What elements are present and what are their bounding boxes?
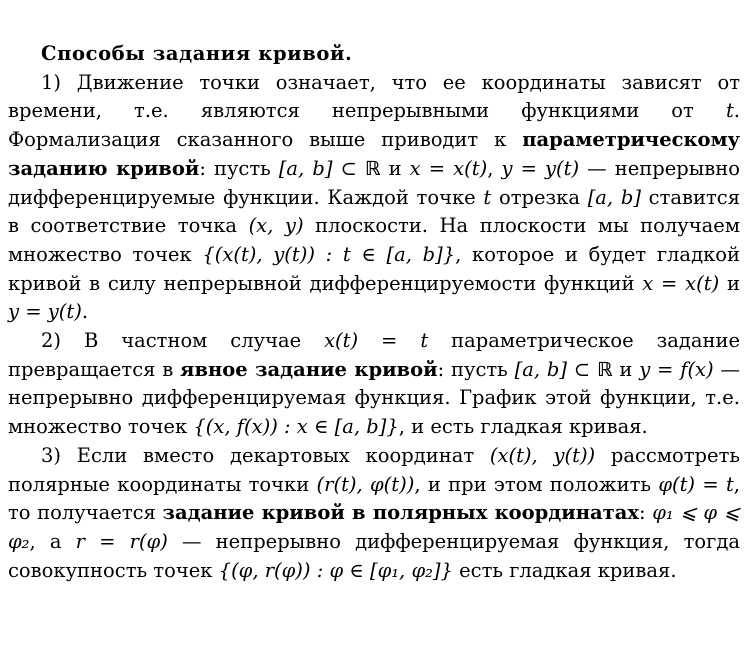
document-page	[8, 40, 740, 585]
math-inline: {(x(t), y(t)) : t ∈ [a, b]}	[202, 242, 456, 266]
text-span: рассмотреть полярные координаты точки	[8, 443, 740, 496]
math-inline: (x, y)	[248, 214, 304, 238]
text-span: — непрерывно дифференцируемая функция, тогда совокупность точек	[8, 529, 740, 582]
math-inline: t	[483, 185, 492, 209]
math-inline: x(t) = t	[324, 329, 429, 353]
paragraph-2	[8, 327, 740, 442]
section-heading: Способы задания кривой.	[41, 42, 353, 65]
math-inline: (r(t), φ(t))	[316, 472, 415, 496]
text-span: :	[639, 501, 653, 525]
math-inline: [a, b] ⊂	[278, 156, 365, 180]
text-span: и	[380, 156, 410, 180]
text-span: , а	[29, 529, 76, 553]
text-span: , и есть гладкая кривая.	[398, 415, 648, 439]
text-span: : пусть	[437, 357, 515, 381]
math-inline: t	[725, 99, 734, 123]
text-span: ,	[487, 156, 502, 180]
text-span: , и при этом положить	[414, 472, 659, 496]
text-span: , то получается	[8, 472, 740, 525]
text-span: 2) В частном случае	[41, 329, 325, 353]
bold-term: явное задание кривой	[180, 357, 438, 381]
text-span: ставится в соответствие точка	[8, 185, 740, 238]
text-span: 1) Движение точки означает, что ее координаты зависят от времени, т.е. являются непрерывными функциями от	[8, 70, 740, 123]
math-inline: x = x(t)	[642, 271, 720, 295]
math-inline: φ(t) = t	[658, 472, 734, 496]
text-span: параметрическое задание превращается в	[8, 329, 740, 381]
text-span: 3) Если вместо декартовых координат	[41, 443, 490, 467]
text-span: .	[81, 300, 89, 324]
reals-symbol: ℝ	[364, 156, 381, 180]
text-span: и	[612, 357, 640, 381]
math-inline: y = y(t)	[501, 156, 580, 180]
reals-symbol: ℝ	[596, 357, 613, 381]
math-inline: r = r(φ)	[75, 529, 168, 553]
math-inline: {(x, f(x)) : x ∈ [a, b]}	[193, 415, 399, 439]
text-span: отрезка	[491, 185, 588, 209]
math-inline: [a, b] ⊂	[514, 357, 597, 381]
math-inline: {(φ, r(φ)) : φ ∈ [φ₁, φ₂]}	[218, 558, 453, 582]
text-span: — непрерывно дифференцируемые функции. Каждой точке	[8, 156, 740, 209]
text-span: , которое и будет гладкой кривой в силу непрерывной дифференцируемости функций	[8, 242, 740, 295]
text-span: и	[719, 271, 740, 295]
text-span: плоскости. На плоскости мы получаем множество точек	[8, 214, 740, 266]
math-inline: [a, b]	[587, 185, 641, 209]
text-span: есть гладкая кривая.	[452, 558, 677, 582]
math-inline: (x(t), y(t))	[489, 443, 596, 467]
bold-term: задание кривой в полярных координатах	[162, 501, 640, 525]
paragraph-3	[8, 442, 740, 586]
math-inline: φ₁ ⩽ φ ⩽ φ₂	[8, 501, 740, 553]
text-span: . Формализация сказанного выше приводит к	[8, 99, 740, 152]
text-span: — непрерывно дифференцируемая функция. График этой функции, т.е. множество точек	[8, 357, 740, 439]
math-inline: x = x(t)	[409, 156, 488, 180]
math-inline: y = y(t)	[8, 300, 82, 324]
paragraph-1	[8, 69, 740, 327]
math-inline: y = f(x)	[639, 357, 714, 381]
text-span: : пусть	[199, 156, 279, 180]
bold-term: параметрическому заданию кривой	[8, 128, 740, 180]
